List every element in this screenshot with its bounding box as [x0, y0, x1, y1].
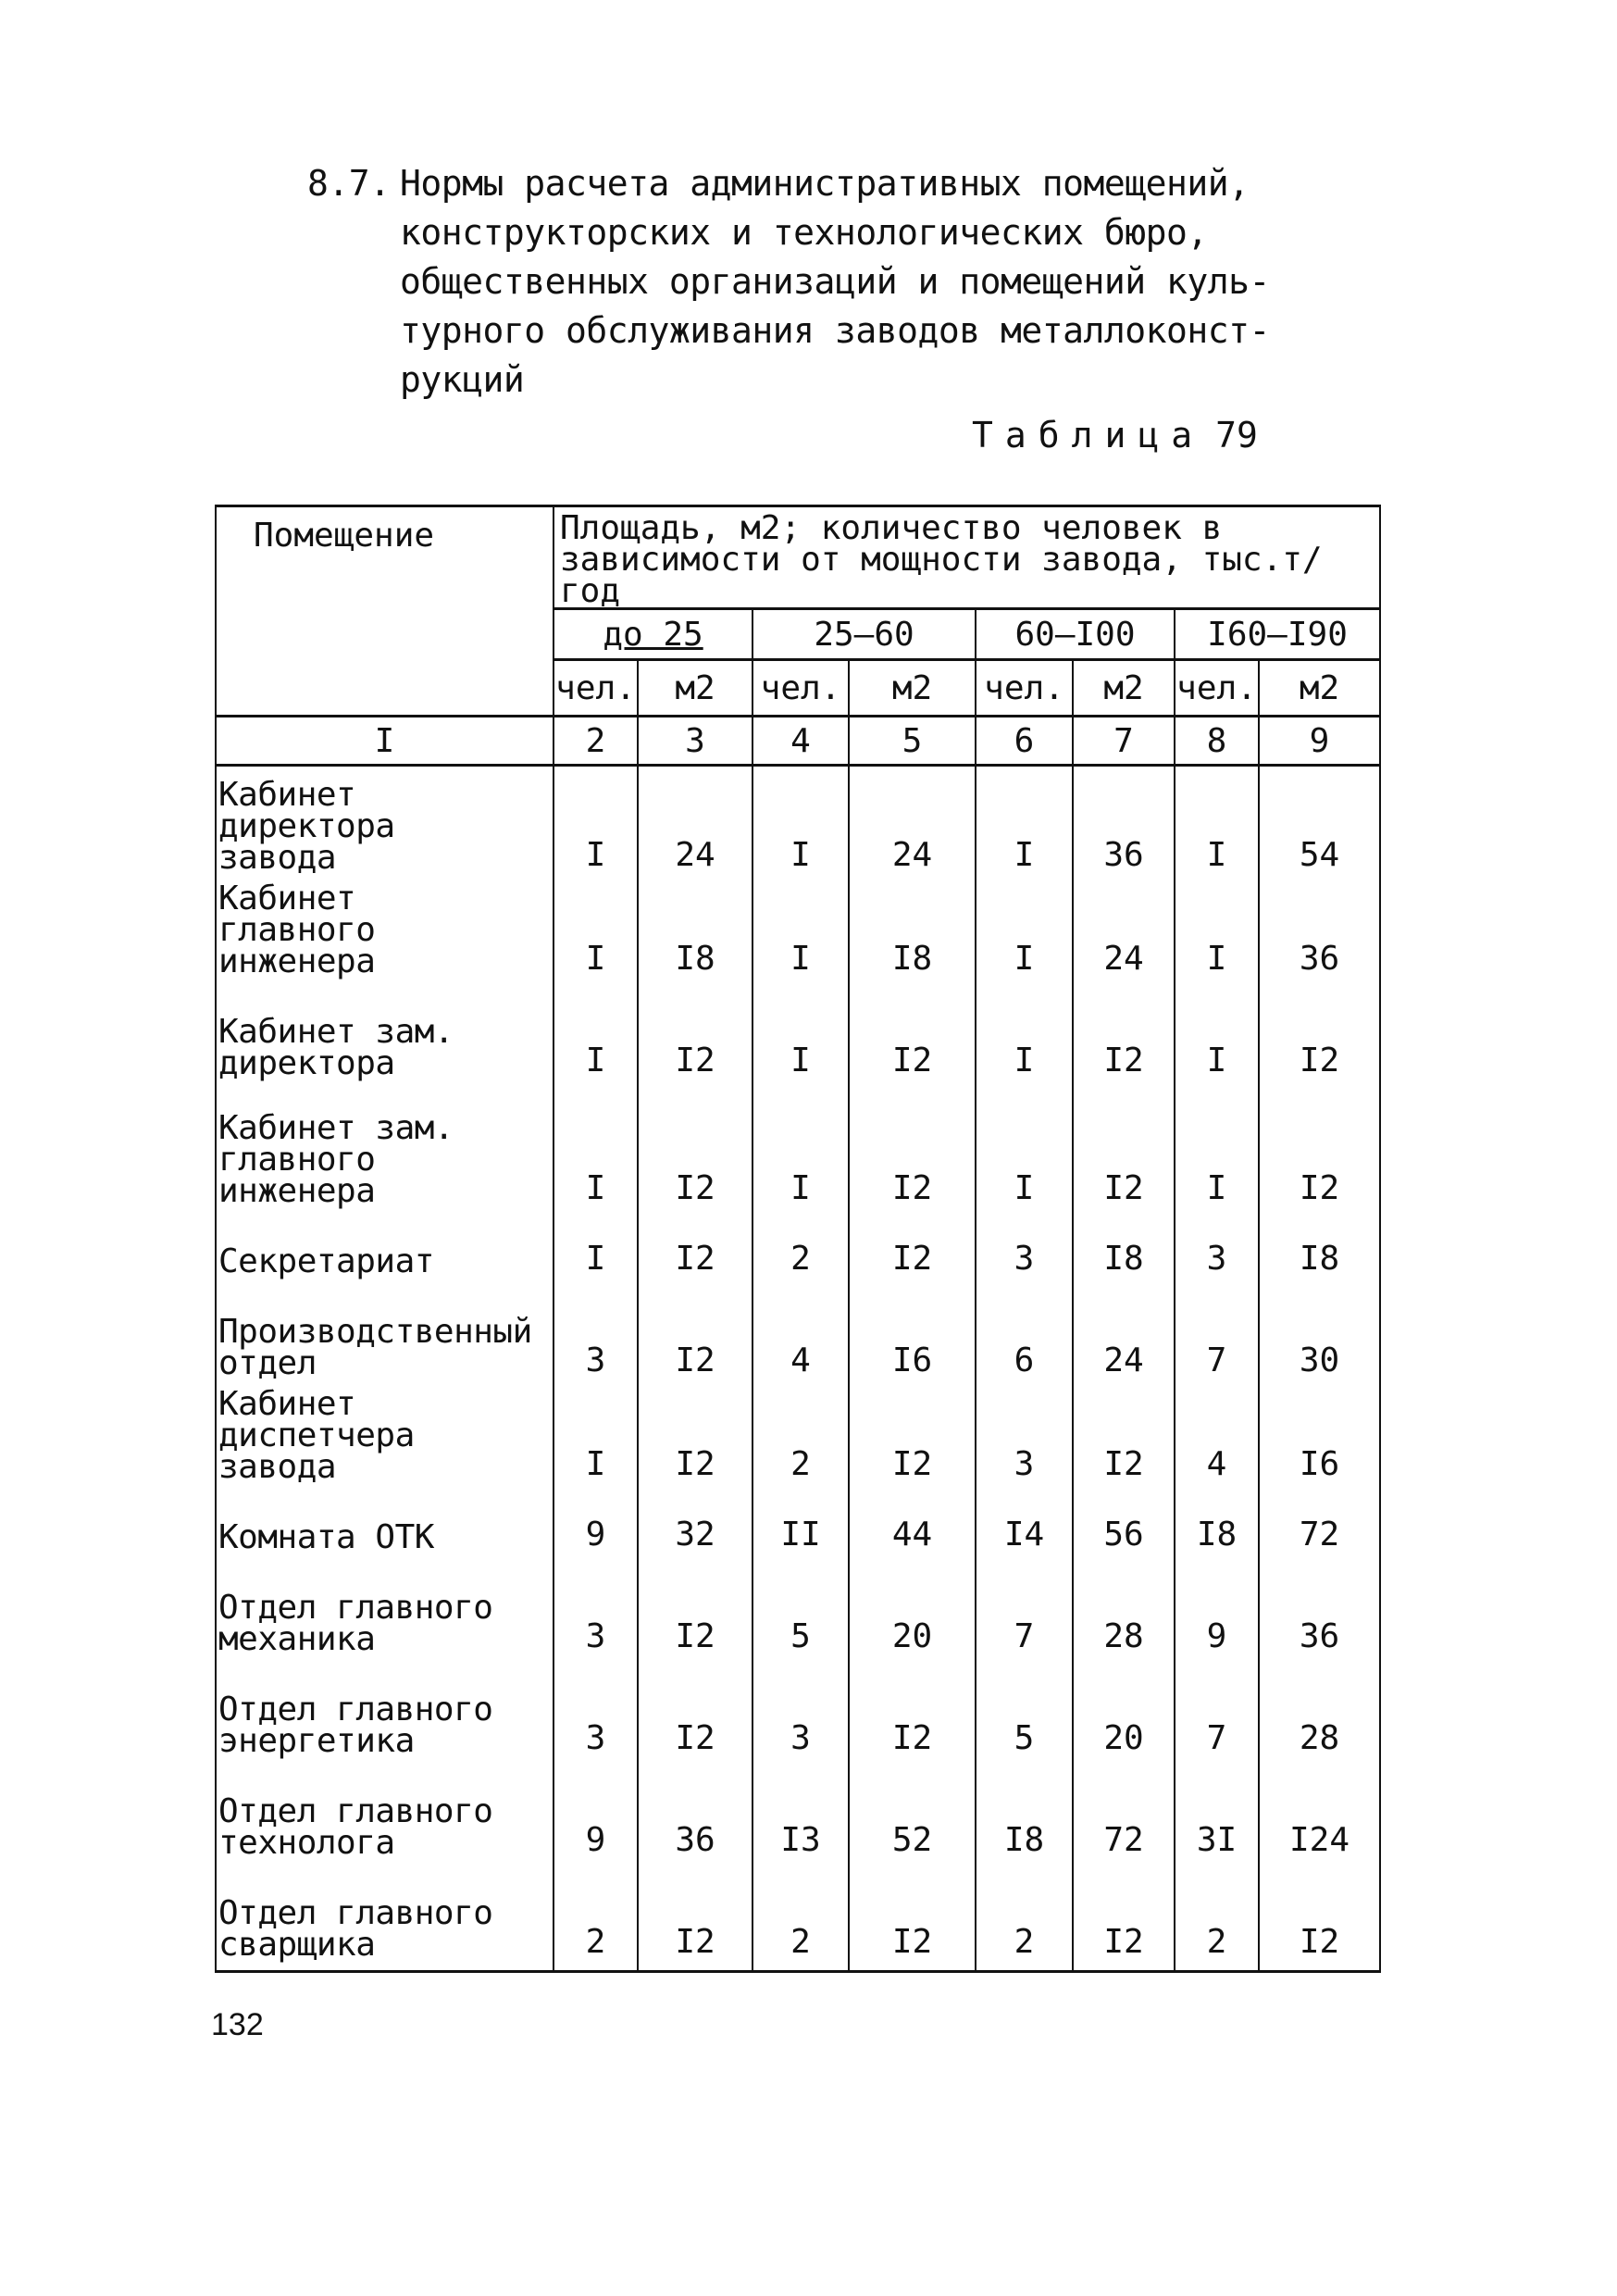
people-count: 4 — [753, 1287, 849, 1389]
people-count: 9 — [1175, 1563, 1259, 1665]
people-count: 5 — [976, 1665, 1073, 1766]
table-row — [216, 883, 1380, 987]
people-count: 2 — [753, 1868, 849, 1972]
table-row — [216, 1089, 1380, 1217]
people-count: I — [976, 780, 1073, 883]
people-count: 3 — [1175, 1217, 1259, 1287]
area-value: I6 — [849, 1287, 976, 1389]
area-value: I2 — [1259, 987, 1380, 1089]
table-row — [216, 1766, 1380, 1868]
people-count: 2 — [1175, 1868, 1259, 1972]
area-value: 44 — [849, 1492, 976, 1563]
area-value: 32 — [638, 1492, 753, 1563]
area-value: I2 — [849, 1389, 976, 1492]
people-count: 9 — [554, 1492, 638, 1563]
area-value: I2 — [1259, 1868, 1380, 1972]
area-value: I2 — [1073, 1089, 1175, 1217]
area-value: I2 — [1073, 1868, 1175, 1972]
area-value: I2 — [638, 1089, 753, 1217]
people-count: I — [753, 883, 849, 987]
area-value: 36 — [638, 1766, 753, 1868]
people-count: I — [1175, 1089, 1259, 1217]
area-value: I2 — [638, 1563, 753, 1665]
area-value: I2 — [638, 1287, 753, 1389]
area-value: I2 — [638, 1665, 753, 1766]
people-count: 9 — [554, 1766, 638, 1868]
people-count: 2 — [976, 1868, 1073, 1972]
area-value: 28 — [1259, 1665, 1380, 1766]
people-count: 3 — [753, 1665, 849, 1766]
norms-table — [215, 505, 1381, 1973]
table-row — [216, 1665, 1380, 1766]
people-count: 3 — [554, 1665, 638, 1766]
people-count: 7 — [976, 1563, 1073, 1665]
table-row — [216, 987, 1380, 1089]
area-value: 24 — [638, 780, 753, 883]
spacer-row — [216, 766, 1380, 780]
people-count: I — [753, 780, 849, 883]
unit-area-header: м2 — [1259, 660, 1380, 717]
column-number: I — [216, 717, 554, 766]
unit-people-header: чел. — [554, 660, 638, 717]
room-name-text: Отдел главного механика — [218, 1589, 493, 1658]
range-label-2: 25–60 — [814, 615, 914, 654]
area-value: 52 — [849, 1766, 976, 1868]
heading-line-2: конструкторских и технологических бюро, — [400, 212, 1208, 253]
area-value: 72 — [1073, 1766, 1175, 1868]
area-value: 24 — [1073, 1287, 1175, 1389]
people-count: 3 — [976, 1389, 1073, 1492]
area-people-header: Площадь, м2; количество человек в зависимости от мощности завода, тыс.т/год — [554, 506, 1380, 609]
column-number-row — [216, 717, 1380, 766]
column-number: 3 — [638, 717, 753, 766]
column-number: 8 — [1175, 717, 1259, 766]
range-label-3: 60–I00 — [1014, 615, 1136, 654]
room-name — [216, 1287, 554, 1389]
heading-line-4: турного обслуживания заводов металлоконст- — [400, 310, 1270, 351]
room-name — [216, 1385, 554, 1492]
room-name — [216, 1665, 554, 1766]
area-value: I2 — [638, 1389, 753, 1492]
room-name-text: Отдел главного технолога — [218, 1792, 493, 1862]
area-value: 24 — [849, 780, 976, 883]
unit-people-header: чел. — [753, 660, 849, 717]
room-name-text: Комната ОТК — [218, 1518, 434, 1556]
area-value: I2 — [638, 1868, 753, 1972]
area-value: I24 — [1259, 1766, 1380, 1868]
area-value: 28 — [1073, 1563, 1175, 1665]
people-count: I — [1175, 987, 1259, 1089]
people-count: 2 — [753, 1389, 849, 1492]
range-label-4: I60–I90 — [1207, 615, 1348, 654]
people-count: I3 — [753, 1766, 849, 1868]
room-name — [216, 1217, 554, 1287]
people-count: 2 — [753, 1217, 849, 1287]
area-value: I8 — [1073, 1217, 1175, 1287]
room-name-text: Кабинет зам. главного инженера — [218, 1109, 454, 1210]
area-value: I2 — [849, 1217, 976, 1287]
room-name-text: Кабинет главного инженера — [218, 880, 376, 980]
room-name-text: Кабинет зам. директора — [218, 1013, 454, 1082]
room-name — [216, 1868, 554, 1972]
area-value: I2 — [849, 1089, 976, 1217]
section-heading — [307, 159, 1279, 405]
people-count: 3 — [976, 1217, 1073, 1287]
column-number: 4 — [753, 717, 849, 766]
room-name-text: Секретариат — [218, 1242, 434, 1280]
people-count: I — [554, 1389, 638, 1492]
range-header-3 — [976, 609, 1175, 660]
people-count: I — [976, 1089, 1073, 1217]
room-name — [216, 776, 554, 883]
area-value: I8 — [849, 883, 976, 987]
people-count: I — [976, 883, 1073, 987]
column-number: 2 — [554, 717, 638, 766]
people-count: I8 — [976, 1766, 1073, 1868]
column-number: 9 — [1259, 717, 1380, 766]
unit-area-header: м2 — [849, 660, 976, 717]
table-row — [216, 1287, 1380, 1389]
unit-people-header: чел. — [976, 660, 1073, 717]
area-value: I2 — [849, 1665, 976, 1766]
column-number: 7 — [1073, 717, 1175, 766]
table-caption-number: 79 — [1215, 415, 1258, 455]
people-count: 3I — [1175, 1766, 1259, 1868]
room-name — [216, 987, 554, 1089]
people-count: 3 — [554, 1287, 638, 1389]
area-value: I2 — [638, 987, 753, 1089]
heading-line-3: общественных организаций и помещений куль- — [400, 261, 1270, 302]
area-value: 20 — [849, 1563, 976, 1665]
people-count: I — [753, 1089, 849, 1217]
unit-area-header: м2 — [1073, 660, 1175, 717]
area-value: I2 — [1259, 1089, 1380, 1217]
people-count: I8 — [1175, 1492, 1259, 1563]
room-name — [216, 880, 554, 987]
area-value: 20 — [1073, 1665, 1175, 1766]
people-count: I4 — [976, 1492, 1073, 1563]
page-number: 132 — [211, 2007, 264, 2042]
people-count: 3 — [554, 1563, 638, 1665]
room-name-text: Кабинет диспетчера завода — [218, 1385, 415, 1486]
range-label-1: до 25 — [603, 615, 703, 654]
people-count: 4 — [1175, 1389, 1259, 1492]
range-header-4 — [1175, 609, 1380, 660]
table-row — [216, 1389, 1380, 1492]
area-value: I2 — [1073, 987, 1175, 1089]
column-number: 5 — [849, 717, 976, 766]
area-value: 54 — [1259, 780, 1380, 883]
people-count: 6 — [976, 1287, 1073, 1389]
area-value: I2 — [638, 1217, 753, 1287]
table-row — [216, 1217, 1380, 1287]
area-value: I6 — [1259, 1389, 1380, 1492]
area-value: 36 — [1259, 883, 1380, 987]
people-count: I — [554, 987, 638, 1089]
table-caption-label: Таблица — [972, 415, 1205, 455]
room-name — [216, 1766, 554, 1868]
heading-line-5: рукций — [400, 359, 525, 400]
room-name — [216, 1563, 554, 1665]
room-name-text: Производственный отдел — [218, 1313, 532, 1382]
area-value: 56 — [1073, 1492, 1175, 1563]
unit-area-header: м2 — [638, 660, 753, 717]
room-name-text: Кабинет директора завода — [218, 776, 395, 877]
people-count: I — [554, 1089, 638, 1217]
area-value: I2 — [1073, 1389, 1175, 1492]
area-value: 30 — [1259, 1287, 1380, 1389]
unit-people-header: чел. — [1175, 660, 1259, 717]
table-row — [216, 780, 1380, 883]
section-number: 8.7. — [307, 163, 391, 204]
room-name — [216, 1089, 554, 1217]
people-count: 7 — [1175, 1665, 1259, 1766]
people-count: II — [753, 1492, 849, 1563]
table-body — [216, 766, 1380, 1972]
room-name — [216, 1492, 554, 1563]
area-value: I8 — [1259, 1217, 1380, 1287]
people-count: 5 — [753, 1563, 849, 1665]
range-header-1 — [554, 609, 753, 660]
heading-line-1 — [307, 159, 1279, 208]
area-value: 24 — [1073, 883, 1175, 987]
column-number: 6 — [976, 717, 1073, 766]
people-count: I — [1175, 883, 1259, 987]
area-value: I2 — [849, 987, 976, 1089]
people-count: I — [976, 987, 1073, 1089]
area-value: I2 — [849, 1868, 976, 1972]
people-count: 7 — [1175, 1287, 1259, 1389]
heading-text-1: Нормы расчета административных помещений, — [400, 163, 1250, 204]
table-row — [216, 1563, 1380, 1665]
room-name-text: Отдел главного энергетика — [218, 1691, 493, 1760]
table-row — [216, 1492, 1380, 1563]
people-count: I — [753, 987, 849, 1089]
room-name-text: Отдел главного сварщика — [218, 1894, 493, 1964]
area-value: I8 — [638, 883, 753, 987]
people-count: I — [1175, 780, 1259, 883]
people-count: 2 — [554, 1868, 638, 1972]
table-row — [216, 1868, 1380, 1972]
people-count: I — [554, 1217, 638, 1287]
area-value: 36 — [1073, 780, 1175, 883]
range-header-2 — [753, 609, 976, 660]
people-count: I — [554, 883, 638, 987]
area-value: 36 — [1259, 1563, 1380, 1665]
area-value: 72 — [1259, 1492, 1380, 1563]
people-count: I — [554, 780, 638, 883]
room-column-header: Помещение — [216, 506, 554, 717]
table-caption — [972, 415, 1258, 455]
